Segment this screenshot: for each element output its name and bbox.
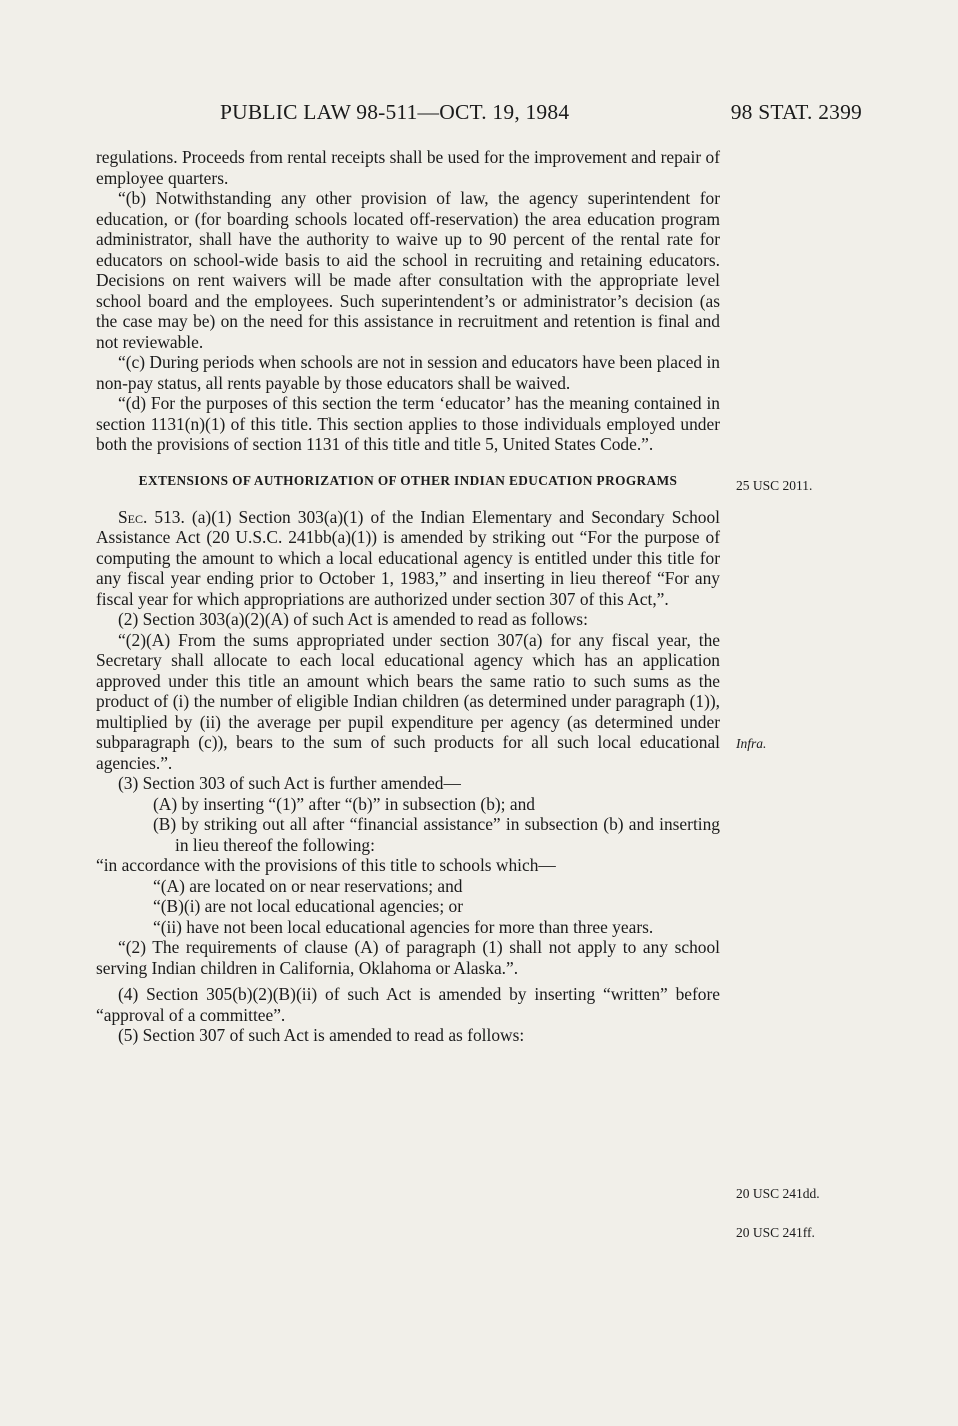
paragraph: (3) Section 303 of such Act is further amended—	[118, 773, 461, 793]
paragraph: (2) Section 303(a)(2)(A) of such Act is amended to read as follows:	[118, 609, 588, 629]
paragraph: “(B)(i) are not local educational agencies; or	[153, 896, 463, 916]
section-label: Sec.	[118, 506, 148, 527]
paragraph: regulations. Proceeds from rental receipts shall be used for the improvement and repair of employee quarters.	[96, 147, 720, 188]
page-header	[0, 100, 958, 130]
paragraph: (4) Section 305(b)(2)(B)(ii) of such Act is amended by inserting “written” before “approval of a committee”.	[96, 984, 720, 1025]
statute-page-number: 98 STAT. 2399	[730, 100, 862, 124]
paragraph: “(A) are located on or near reservations; and	[153, 875, 463, 896]
paragraph	[96, 507, 720, 610]
paragraph: “(2) The requirements of clause (A) of paragraph (1) shall not apply to any school serving Indian children in California, Oklahoma or Alaska.”.	[96, 937, 720, 978]
paragraph: (5) Section 307 of such Act is amended to read as follows:	[118, 1025, 525, 1045]
margin-citation: 25 USC 2011.	[736, 478, 813, 493]
paragraph-text: 513. (a)(1) Section 303(a)(1) of the Indian Elementary and Secondary School Assistance Act (20 U.S.C. 241bb(a)(1)) is amended by striking out “For the purpose of computing the amount to which a local educational agency is entitled under this title for any fiscal year ending prior to October 1, 1983,” and inserting in lieu thereof “For any fiscal year for which appropriations are authorized under section 307 of this Act,”.	[96, 506, 720, 609]
paragraph: “in accordance with the provisions of this title to schools which—	[96, 855, 556, 875]
section-heading: EXTENSIONS OF AUTHORIZATION OF OTHER INDIAN EDUCATION PROGRAMS	[138, 472, 678, 488]
body-text	[96, 147, 720, 1046]
running-title: PUBLIC LAW 98-511—OCT. 19, 1984	[220, 100, 570, 124]
paragraph: “(ii) have not been local educational agencies for more than three years.	[153, 916, 654, 937]
margin-citation: 20 USC 241dd.	[736, 1186, 820, 1201]
paragraph: “(2)(A) From the sums appropriated under section 307(a) for any fiscal year, the Secretary shall allocate to each local educational agency which has an application approved under this title an amount which bears the same ratio to such sums as the product of (i) the number of eligible Indian children (as determined under paragraph (1)), multiplied by (ii) the average per pupil expenditure per agency (as determined under subparagraph (c)), bears to the sum of such products for all such local educational agencies.”.	[96, 629, 720, 773]
paragraph: (B) by striking out all after “financial assistance” in subsection (b) and inserting in lieu thereof the following:	[153, 814, 720, 855]
paragraph: “(b) Notwithstanding any other provision of law, the agency superintendent for education, or (for boarding schools located off-reservation) the area education program administrator, shall have the authority to waive up to 90 percent of the rental rate for educators on school-wide basis to aid the school in recruiting and retaining educators. Decisions on rent waivers will be made after consultation with the appropriate level school board and the employees. Such superintendent’s or administrator’s decision (as the case may be) on the need for this assistance in recruitment and retention is final and not reviewable.	[96, 188, 720, 352]
paragraph: “(c) During periods when schools are not in session and educators have been placed in non-pay status, all rents payable by those educators shall be waived.	[96, 352, 720, 393]
paragraph: “(d) For the purposes of this section the term ‘educator’ has the meaning contained in section 1131(n)(1) of this title. This section applies to those individuals employed under both the provisions of section 1131 of this title and title 5, United States Code.”.	[96, 393, 720, 454]
margin-citation: Infra.	[736, 736, 767, 751]
margin-citation: 20 USC 241ff.	[736, 1225, 815, 1240]
paragraph: (A) by inserting “(1)” after “(b)” in subsection (b); and	[153, 793, 535, 814]
